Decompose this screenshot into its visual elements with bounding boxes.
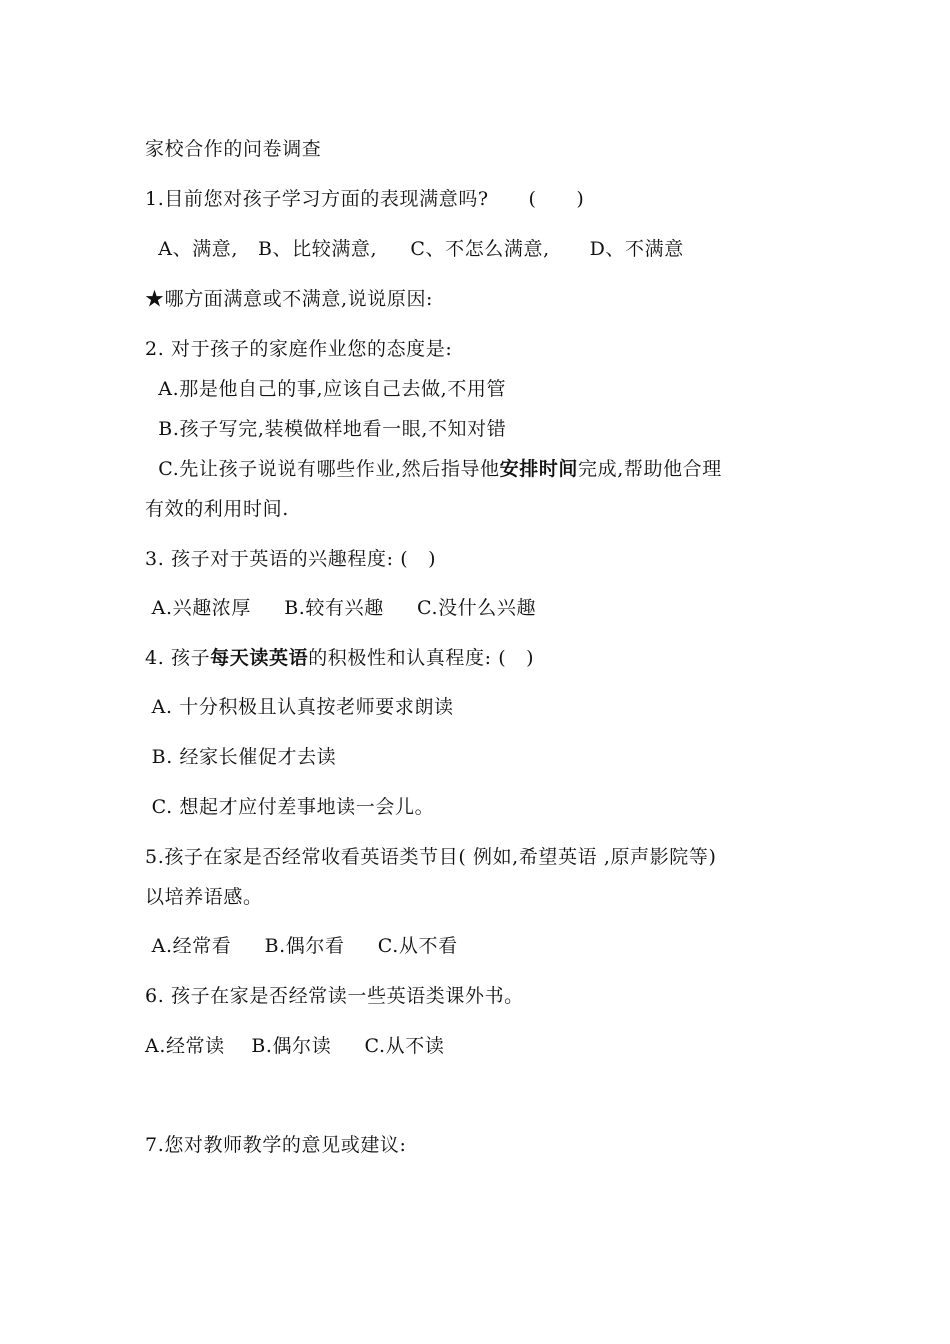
question-3: 3. 孩子对于英语的兴趣程度: ( ) [145, 548, 437, 570]
question-2-option-a: A.那是他自己的事,应该自己去做,不用管 [145, 378, 507, 400]
question-4-emphasis: 每天读英语 [210, 647, 309, 669]
question-5: 5.孩子在家是否经常收看英语类节目( 例如,希望英语 ,原声影院等) [145, 846, 717, 868]
question-4-text-end: 的积极性和认真程度: ( ) [308, 647, 535, 669]
question-1: 1.目前您对孩子学习方面的表现满意吗? ( ) [145, 188, 585, 210]
question-5-continued: 以培养语感。 [145, 886, 263, 908]
question-2-option-c-continued: 有效的利用时间. [145, 498, 289, 520]
question-4-option-a: A. 十分积极且认真按老师要求朗读 [145, 696, 454, 718]
question-4-option-b: B. 经家长催促才去读 [145, 746, 337, 768]
question-6: 6. 孩子在家是否经常读一些英语类课外书。 [145, 985, 524, 1007]
question-1-note: ★哪方面满意或不满意,说说原因: [145, 288, 434, 310]
question-2-option-c [145, 456, 722, 482]
question-4-text: 4. 孩子 [145, 647, 211, 669]
question-5-options: A.经常看 B.偶尔看 C.从不看 [145, 935, 458, 957]
question-2-option-c-text: C.先让孩子说说有哪些作业,然后指导他 [145, 458, 500, 480]
question-4-option-c: C. 想起才应付差事地读一会儿。 [145, 796, 435, 818]
question-2-option-c-text-end: 完成,帮助他合理 [578, 458, 722, 480]
question-7: 7.您对教师教学的意见或建议: [145, 1134, 407, 1156]
question-2-option-c-emphasis: 安排时间 [499, 458, 579, 480]
question-6-options: A.经常读 B.偶尔读 C.从不读 [145, 1035, 445, 1057]
question-2-option-b: B.孩子写完,装模做样地看一眼,不知对错 [145, 418, 507, 440]
question-4 [145, 645, 534, 671]
question-2: 2. 对于孩子的家庭作业您的态度是: [145, 338, 453, 360]
question-1-options: A、满意, B、比较满意, C、不怎么满意, D、不满意 [145, 238, 684, 260]
question-3-options: A.兴趣浓厚 B.较有兴趣 C.没什么兴趣 [145, 597, 537, 619]
document-title: 家校合作的问卷调查 [145, 138, 322, 160]
